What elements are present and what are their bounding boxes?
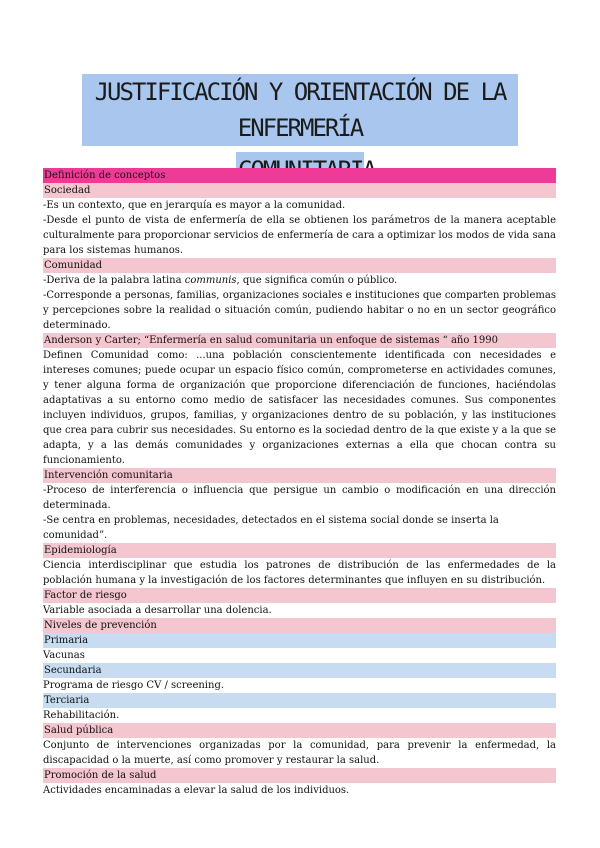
- paragraph: -Proceso de interferencia o influencia que persigue un cambio o modificación en una dirección determinada.: [43, 485, 556, 511]
- subheading-terciaria: Terciaria: [43, 693, 556, 708]
- heading-comunidad: Comunidad: [43, 258, 556, 273]
- paragraph: Definen Comunidad como: ...una población conscientemente identificada con necesidades e intereses comunes; puede ocupar un espacio físico común, comprometerse en actividades comunes, y tener alguna forma de organización que proporcione diferenciación de funciones, haciéndolas adaptativas a su entorno como medio de satisfacer las necesidades comunes. Sus componentes incluyen individuos, grupos, familias, y organizaciones dentro de su población, y las instituciones que crea para cubrir sus necesidades. Su entorno es la sociedad dentro de la que existe y a la que se adapta, y a las demás comunidades y organizaciones externas a ella que chocan contra su funcionamiento.: [43, 350, 556, 466]
- heading-niveles-prevencion: Niveles de prevención: [43, 618, 556, 633]
- text-run: -Deriva de la palabra latina: [43, 275, 185, 286]
- section-heading-definicion: Definición de conceptos: [43, 168, 556, 183]
- heading-sociedad: Sociedad: [43, 183, 556, 198]
- heading-epidemiologia: Epidemiología: [43, 543, 556, 558]
- subheading-primaria: Primaria: [43, 633, 556, 648]
- paragraph: Conjunto de intervenciones organizadas por la comunidad, para prevenir la enfermedad, la discapacidad o la muerte, así como promover y restaurar la salud.: [43, 740, 556, 766]
- paragraph: Ciencia interdisciplinar que estudia los patrones de distribución de las enfermedades de la población humana y la investigación de los factores determinantes que influyen en su distribución.: [43, 560, 556, 586]
- italic-term: communis: [184, 275, 237, 286]
- document-body: [43, 168, 556, 798]
- paragraph: Actividades encaminadas a elevar la salud de los individuos.: [43, 785, 350, 796]
- heading-salud-publica: Salud pública: [43, 723, 556, 738]
- title-line-1: JUSTIFICACIÓN Y ORIENTACIÓN DE LA ENFERMERÍA: [82, 74, 518, 146]
- heading-promocion-salud: Promoción de la salud: [43, 768, 556, 783]
- paragraph: -Es un contexto, que en jerarquía es mayor a la comunidad.: [43, 200, 346, 211]
- paragraph: -Se centra en problemas, necesidades, detectados en el sistema social donde se inserta la comunidad”.: [43, 515, 499, 541]
- paragraph: Variable asociada a desarrollar una dolencia.: [43, 605, 272, 616]
- paragraph: -Desde el punto de vista de enfermería de ella se obtienen los parámetros de la manera aceptable culturalmente para proporcionar servicios de enfermería de cara a optimizar los modos de vida sana para los sistemas humanos.: [43, 215, 556, 256]
- paragraph: Programa de riesgo CV / screening.: [43, 680, 225, 691]
- paragraph: [43, 273, 556, 288]
- subheading-secundaria: Secundaria: [43, 663, 556, 678]
- paragraph: Rehabilitación.: [43, 710, 120, 721]
- heading-anderson: Anderson y Carter; “Enfermería en salud comunitaria un enfoque de sistemas “ año 1990: [43, 333, 556, 348]
- text-run: , que significa común o público.: [236, 275, 398, 286]
- paragraph: -Corresponde a personas, familias, organizaciones sociales e instituciones que comparten problemas y percepciones sobre la realidad o situación común, pudiendo habitar o no en un sector geográfico determinado.: [43, 290, 556, 331]
- paragraph: Vacunas: [43, 650, 85, 661]
- heading-factor-riesgo: Factor de riesgo: [43, 588, 556, 603]
- heading-intervencion: Intervención comunitaria: [43, 468, 556, 483]
